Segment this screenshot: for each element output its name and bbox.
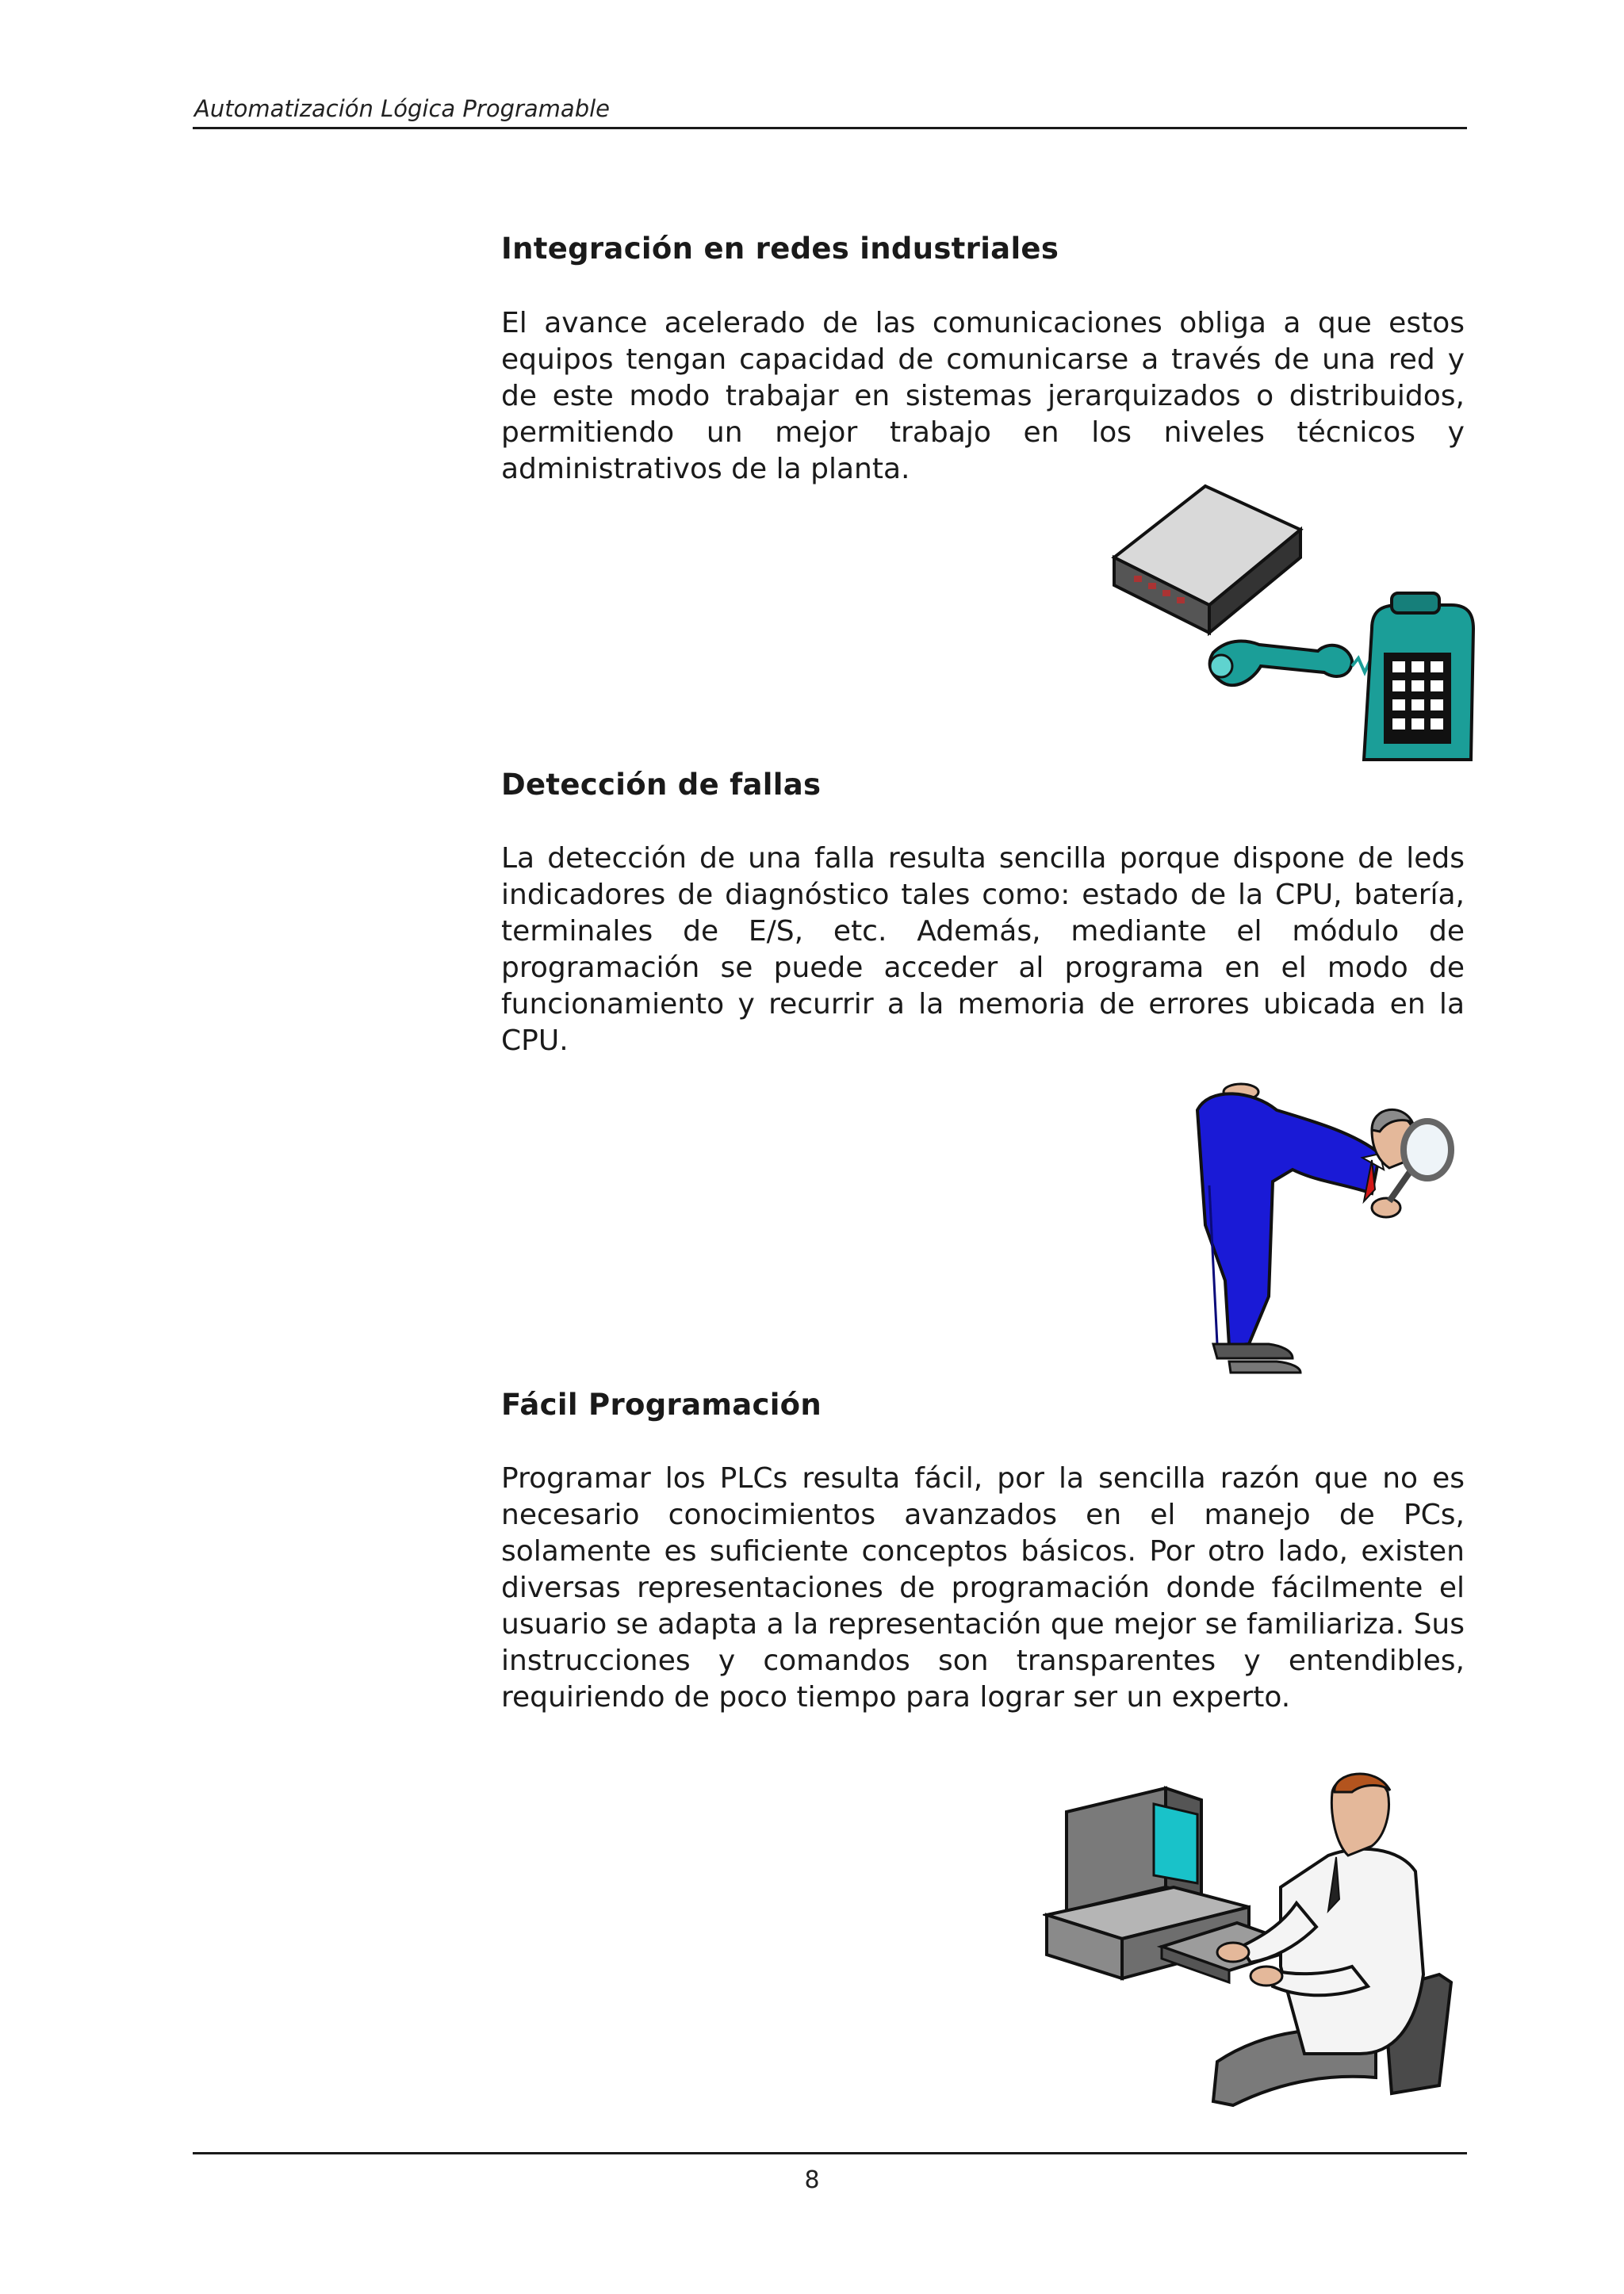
magnifier-inspector-icon <box>1182 1082 1467 1376</box>
section-title-programacion: Fácil Programación <box>501 1388 822 1422</box>
section-title-redes: Integración en redes industriales <box>501 232 1059 266</box>
computer-operator-icon <box>1043 1768 1471 2117</box>
section-title-fallas: Detección de fallas <box>501 768 822 802</box>
footer-rule <box>193 2152 1467 2154</box>
running-header-title: Automatización Lógica Programable <box>194 95 610 122</box>
running-header <box>193 92 1467 129</box>
page-number: 8 <box>804 2166 820 2194</box>
section-body-redes: El avance acelerado de las comunicaciones obliga a que estos equipos tengan capacidad de comunicarse a través de una red y de este modo trabajar en sistemas jerarquizados o distribuidos, permitiendo un mejor trabajo en los niveles técnicos y administrativos de la planta. <box>501 307 1465 485</box>
section-body-fallas: La detección de una falla resulta sencilla porque dispone de leds indicadores de diagnóstico tales como: estado de la CPU, batería, terminales de E/S, etc. Además, mediante el módulo de programación se puede acceder al programa en el modo de funcionamiento y recurrir a la memoria de errores ubicada en la CPU. <box>501 842 1465 1057</box>
modem-telephone-icon <box>1110 482 1475 768</box>
section-body-programacion: Programar los PLCs resulta fácil, por la sencilla razón que no es necesario conocimientos avanzados en el manejo de PCs, solamente es suficiente conceptos básicos. Por otro lado, existen diversas representaciones de programación donde fácilmente el usuario se adapta a la representación que mejor se familiariza. Sus instrucciones y comandos son transparentes y entendibles, requiriendo de poco tiempo para lograr ser un experto. <box>501 1462 1465 1714</box>
